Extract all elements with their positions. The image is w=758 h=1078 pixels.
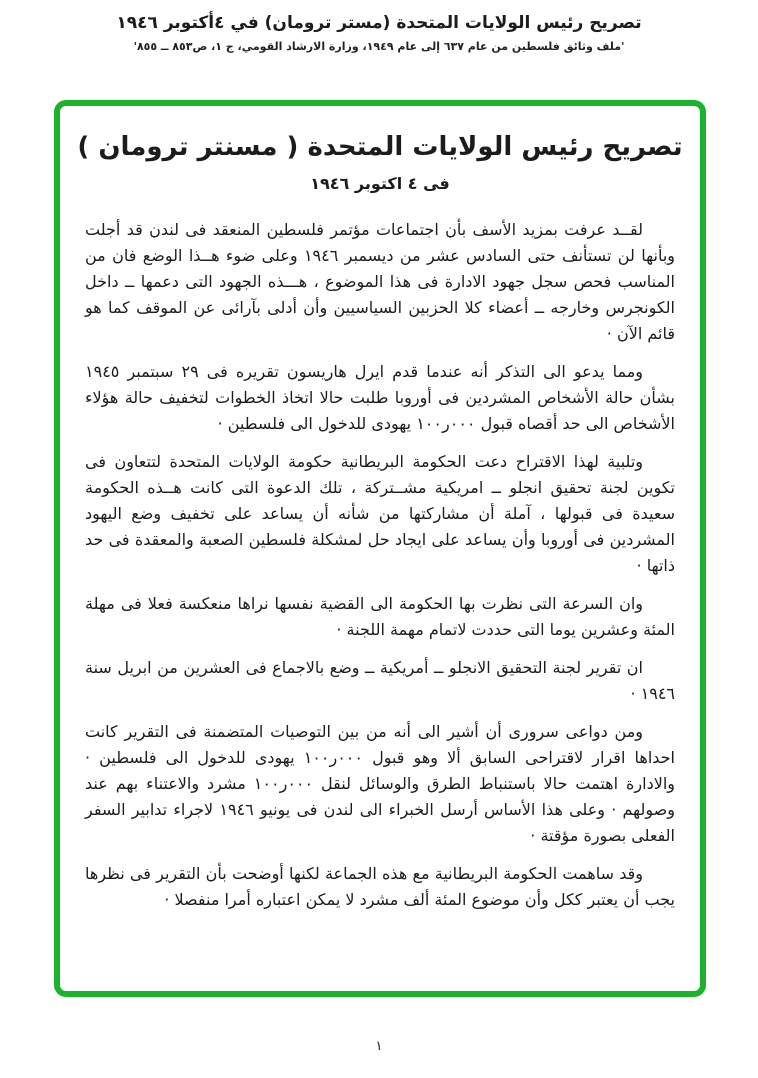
document-border-frame: [54, 100, 706, 997]
body-paragraph: وتلبية لهذا الاقتراح دعت الحكومة البريطانية حكومة الولايات المتحدة لتتعاون فى تكوين لجنة تحقيق انجلو ــ امريكية مشــتركة ، تلك الدعوة التى كانت هــذه الحكومة سعيدة فى قبولها ، آملة أن مشاركتها من شأنه أن يساعد على تخفيف وضع اليهود المشردين فى أوروبا وأن يساعد على ايجاد حل لمشكلة فلسطين الصعبة والمعقدة فى حد ذاتها ·: [85, 452, 675, 575]
header-title: تصريح رئيس الولايات المتحدة (مستر ترومان) في ٤أكتوبر ١٩٤٦: [116, 13, 642, 33]
document-date-subtitle: فى ٤ اكتوبر ١٩٤٦: [310, 174, 450, 193]
document-body: [60, 217, 700, 913]
document-title: تصريح رئيس الولايات المتحدة ( مسنتر ترومان ): [77, 132, 683, 162]
body-paragraph: وقد ساهمت الحكومة البريطانية مع هذه الجماعة لكنها أوضحت بأن التقرير فى نظرها يجب أن يعتبر ككل وأن موضوع المئة ألف مشرد لا يمكن اعتباره أمرا منفصلا ·: [85, 864, 675, 909]
body-paragraph: ومن دواعى سرورى أن أشير الى أنه من بين التوصيات المتضمنة فى التقرير كانت احداها اقرار لاقتراحى السابق ألا وهو قبول ٠٠٠ر١٠٠ يهودى للدخول الى فلسطين · والادارة اهتمت حالا باستنباط الطرق والوسائل لنقل ٠٠٠ر١٠٠ مشرد والاعتناء بهم عند وصولهم · وعلى هذا الأساس أرسل الخبراء الى لندن فى يونيو ١٩٤٦ لاجراء تدابير السفر الفعلى بصورة مؤقتة ·: [85, 722, 676, 845]
body-paragraph: ان تقرير لجنة التحقيق الانجلو ــ أمريكية ــ وضع بالاجماع فى العشرين من ابريل سنة ١٩٤٦ ·: [85, 658, 675, 703]
page-top-header: [0, 0, 758, 53]
body-paragraph: ومما يدعو الى التذكر أنه عندما قدم ايرل هاريسون تقريره فى ٢٩ سبتمبر ١٩٤٥ بشأن حالة الأشخاص المشردين فى أوروبا طلبت حالا اتخاذ الخطوات لتخفيف حالة هؤلاء الأشخاص الى حد أقصاه قبول ٠٠٠ر١٠٠ يهودى للدخول الى فلسطين ·: [85, 362, 675, 433]
page-number: ١: [375, 1039, 383, 1054]
body-paragraph: لقــد عرفت بمزيد الأسف بأن اجتماعات مؤتمر فلسطين المنعقد فى لندن قد أجلت وبأنها لن تستأنف حتى السادس عشر من ديسمبر ١٩٤٦ وعلى ضوء هــذا الوضع فان من المناسب فحص سجل جهود الادارة فى هذا الموضوع ، هـــذه الجهود التى دعمها ــ داخل الكونجرس وخارجه ــ أعضاء كلا الحزبين السياسيين وأن أدلى بآرائى عن الموقف كما هو قائم الآن ·: [85, 220, 675, 343]
header-source-citation: 'ملف وثائق فلسطين من عام ٦٣٧ إلى عام ١٩٤٩، وزارة الارشاد القومي، ج ١، ص٨٥٣ ــ ٨٥٥': [133, 40, 625, 53]
body-paragraph: وان السرعة التى نظرت بها الحكومة الى القضية نفسها نراها منعكسة فعلا فى مهلة المئة وعشرين يوما التى حددت لاتمام مهمة اللجنة ·: [85, 594, 675, 639]
